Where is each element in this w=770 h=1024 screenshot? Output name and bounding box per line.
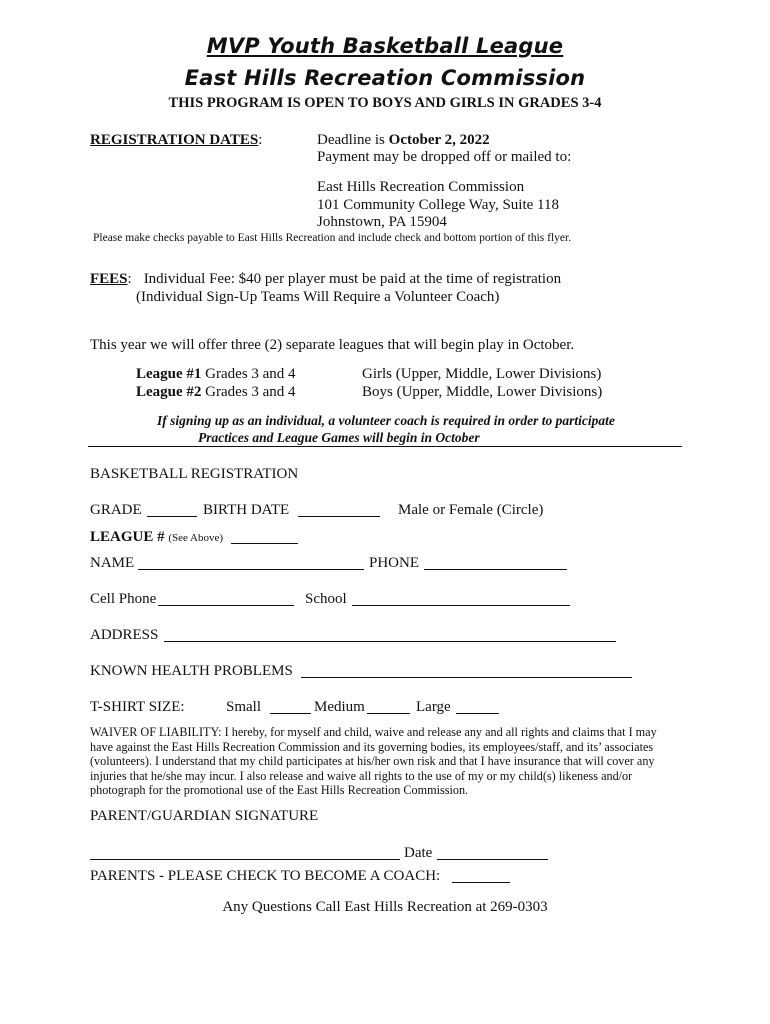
date-field[interactable] [437,859,548,860]
deadline-prefix: Deadline is [317,132,389,148]
league-2-grades: Grades 3 and 4 [201,384,296,400]
phone-field[interactable] [424,569,567,570]
gender-label[interactable]: Male or Female (Circle) [398,502,544,518]
coach-check-field[interactable] [452,882,510,883]
registration-dates-heading [90,132,262,149]
league-1-name: League #1 [136,366,202,382]
coach-check-label: PARENTS - PLEASE CHECK TO BECOME A COACH: [90,868,441,884]
address-label: ADDRESS [90,627,159,643]
grade-label: GRADE [90,502,142,518]
league-row [90,529,223,546]
footer-contact: Any Questions Call East Hills Recreation at 269-0303 [222,899,548,915]
school-label: School [305,591,347,607]
school-field[interactable] [352,605,570,606]
checks-note: Please make checks payable to East Hills Recreation and include check and bottom portion of this flyer. [93,232,572,244]
fees-line2: (Individual Sign-Up Teams Will Require a Volunteer Coach) [136,289,500,305]
tshirt-medium-field[interactable] [367,713,410,714]
phone-label: PHONE [369,555,420,571]
fees-line1 [90,271,561,288]
waiver-line4: injuries that he/she may incur. I also release and waive all rights to the use of my or my child(s) likeness and/or [90,768,633,783]
league-2-name: League #2 [136,384,202,400]
signature-label: PARENT/GUARDIAN SIGNATURE [90,808,319,824]
fees-label: FEES [90,271,128,287]
title-league: MVP Youth Basketball League [206,34,564,58]
waiver-line3: (volunteers). I understand that my child participates at his/her own risk and that I have insurance that will cover any [90,754,655,768]
tshirt-small-label: Small [226,699,262,715]
coach-note-line2: Practices and League Games will begin in October [198,430,480,445]
name-label: NAME [90,555,135,571]
registration-dates-label: REGISTRATION DATES [90,132,259,148]
coach-note-line1: If signing up as an individual, a volunteer coach is required in order to participate [157,413,615,428]
address-field[interactable] [164,641,616,642]
mail-address-line1: East Hills Recreation Commission [317,179,525,195]
program-subtitle: THIS PROGRAM IS OPEN TO BOYS AND GIRLS IN GRADES 3-4 [168,95,602,111]
date-label: Date [404,845,433,861]
health-problems-label: KNOWN HEALTH PROBLEMS [90,663,293,679]
deadline-date: October 2, 2022 [388,132,490,148]
tshirt-large-field[interactable] [456,713,499,714]
tshirt-small-field[interactable] [270,713,311,714]
league-1-grades: Grades 3 and 4 [201,366,296,382]
registration-form-heading: BASKETBALL REGISTRATION [90,466,299,482]
birth-date-label: BIRTH DATE [203,502,290,518]
tshirt-medium-label: Medium [314,699,365,715]
birth-date-field[interactable] [298,516,380,517]
section-divider [88,446,682,447]
waiver-line1: WAIVER OF LIABILITY: I hereby, for myself and child, waive and release any and all rights and claims that I may [90,725,657,739]
waiver-line5: photograph for the promotional use of the East Hills Recreation Commission. [90,783,469,797]
fees-colon: : [127,271,132,287]
cell-phone-label: Cell Phone [90,591,157,607]
league-1-division: Girls (Upper, Middle, Lower Divisions) [362,366,602,382]
registration-colon: : [258,132,263,148]
league-1-row [136,366,296,383]
league-2-division: Boys (Upper, Middle, Lower Divisions) [362,384,603,400]
signature-field[interactable] [90,859,400,860]
mail-address-line2: 101 Community College Way, Suite 118 [317,197,559,213]
leagues-intro: This year we will offer three (2) separate leagues that will begin play in October. [90,337,575,353]
league-field[interactable] [231,543,298,544]
tshirt-large-label: Large [416,699,451,715]
name-field[interactable] [138,569,364,570]
payment-note: Payment may be dropped off or mailed to: [317,149,572,165]
grade-field[interactable] [147,516,197,517]
health-problems-field[interactable] [301,677,632,678]
league-2-row [136,384,296,401]
deadline-line [317,132,490,149]
tshirt-size-label: T-SHIRT SIZE: [90,699,185,715]
cell-phone-field[interactable] [158,605,294,606]
fees-individual: Individual Fee: $40 per player must be paid at the time of registration [143,271,562,287]
title-commission: East Hills Recreation Commission [184,66,586,90]
league-label: LEAGUE # [90,529,165,545]
mail-address-line3: Johnstown, PA 15904 [317,214,447,230]
waiver-line2: have against the East Hills Recreation Commission and its governing bodies, its employees/staff, and its’ associates [90,739,654,754]
league-note: (See Above) [168,532,224,544]
